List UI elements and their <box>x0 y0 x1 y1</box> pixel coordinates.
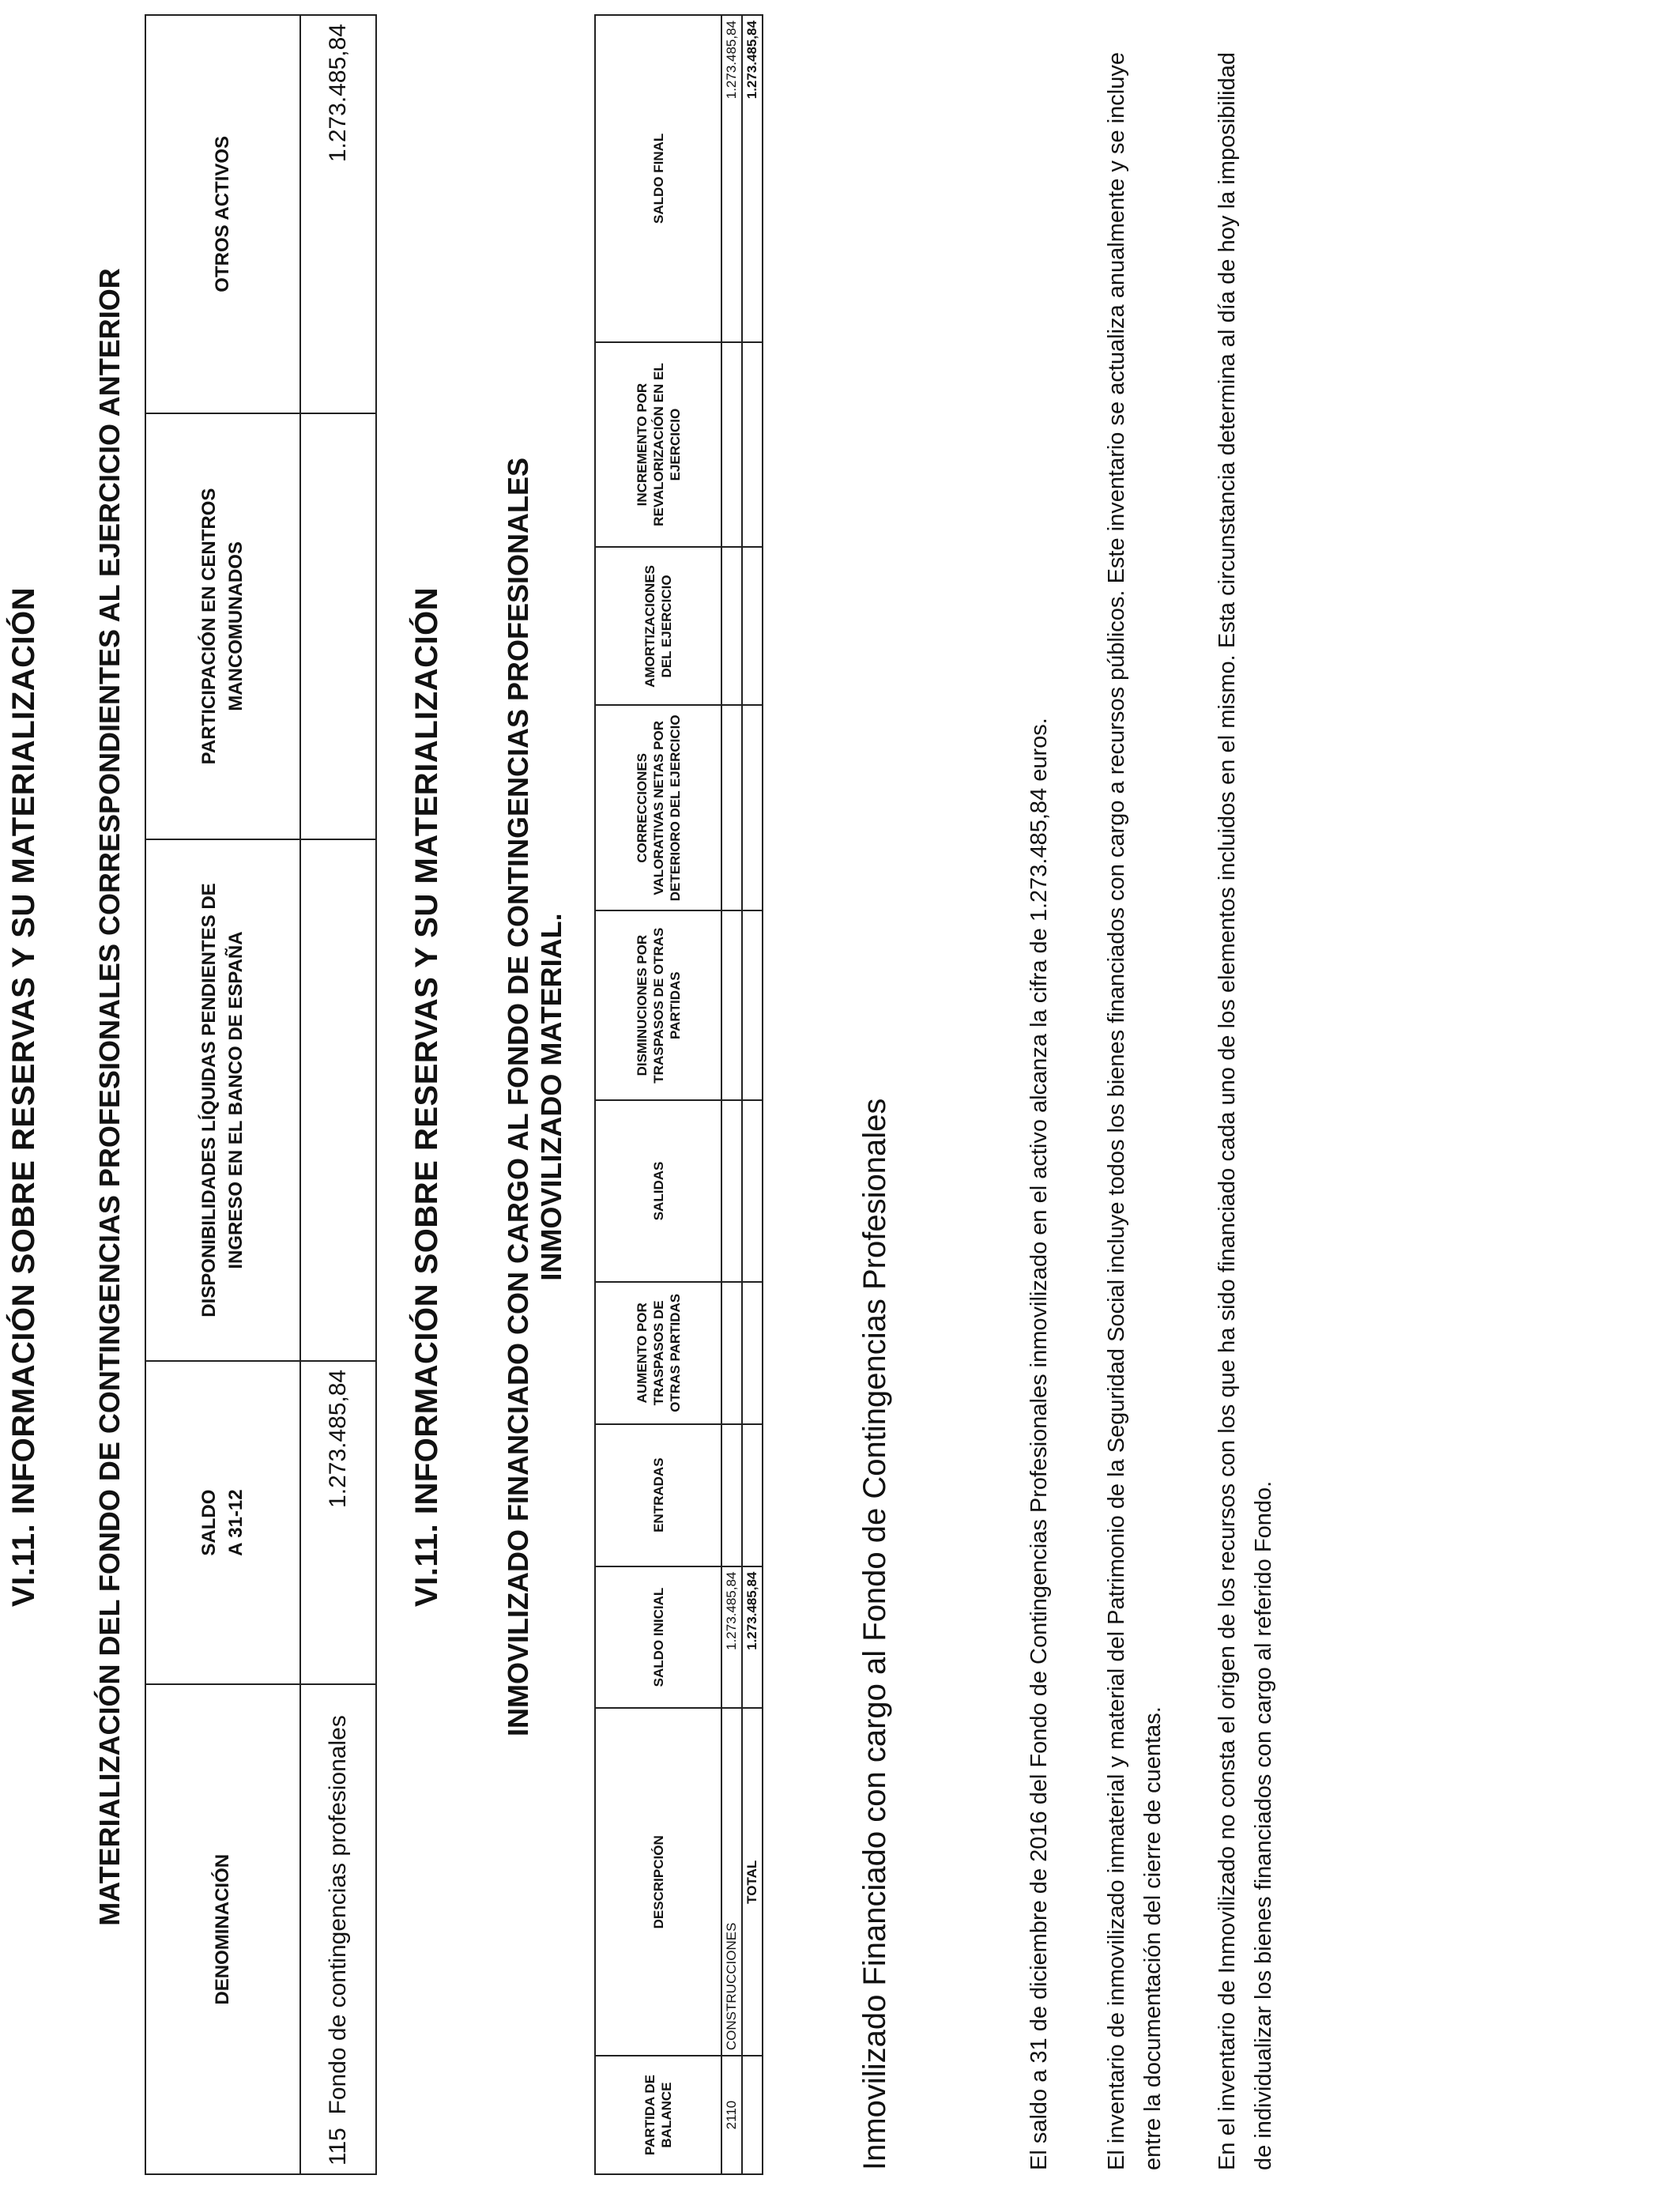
col-saldo-final: SALDO FINAL <box>595 15 721 342</box>
col-disponibilidades: DISPONIBILIDADES LÍQUIDAS PENDIENTES DE INGRESO EN EL BANCO DE ESPAÑA <box>145 839 300 1361</box>
subheading-2-line1: INMOVILIZADO FINANCIADO CON CARGO AL FONDO DE CONTINGENCIAS PROFESIONALES <box>502 457 534 1737</box>
total-label: TOTAL <box>742 1709 763 2056</box>
subheading-2-line2: INMOVILIZADO MATERIAL. <box>535 913 567 1281</box>
row-saldo-inicial: 1.273.485,84 <box>721 1566 742 1709</box>
paragraph-2: El inventario de inmovilizado inmaterial y material del Patrimonio de la Seguridad Social incluye todos los bienes financiados con cargo a recursos públicos. Este inventario se actualiza anualmente y se incluye entre la documentación del cierre de cuentas. <box>1104 52 1166 2170</box>
total-saldo-inicial: 1.273.485,84 <box>742 1566 763 1709</box>
row-otros: 1.273.485,84 <box>300 15 376 413</box>
col-saldo-line2: A 31-12 <box>225 1489 247 1556</box>
paragraph-3: En el inventario de Inmovilizado no consta el origen de los recursos con los que ha sido financiado cada uno de los elementos incluidos en el mismo. Esta circunstancia determina al día de hoy la imposibilidad de individualizar los bienes financiados con cargo al referido Fondo. <box>1215 52 1276 2170</box>
col-participacion: PARTICIPACIÓN EN CENTROS MANCOMUNADOS <box>145 413 300 840</box>
subheading-1: MATERIALIZACIÓN DEL FONDO DE CONTINGENCIAS PROFESIONALES CORRESPONDIENTES AL EJERCICIO ANTERIOR <box>93 268 126 1926</box>
inmovilizado-table-header <box>595 15 721 2174</box>
total-salidas <box>742 1100 763 1282</box>
total-saldo-final: 1.273.485,84 <box>742 15 763 342</box>
section-title: Inmovilizado Financiado con cargo al Fondo de Contingencias Profesionales <box>857 1098 892 2170</box>
row-amortizaciones <box>721 547 742 705</box>
row-incremento <box>721 342 742 548</box>
row-partida: 2110 <box>721 2056 742 2174</box>
total-blank <box>742 2056 763 2174</box>
total-row <box>742 15 763 2174</box>
row-denominacion <box>300 1685 376 2175</box>
row-descripcion: CONSTRUCCIONES <box>721 1709 742 2056</box>
row-code: 115 <box>325 2128 351 2166</box>
row-saldo: 1.273.485,84 <box>300 1361 376 1685</box>
row-name: Fondo de contingencias profesionales <box>325 1715 351 2115</box>
row-salidas <box>721 1100 742 1282</box>
row-correcciones <box>721 705 742 910</box>
col-saldo-line1: SALDO <box>198 1489 220 1556</box>
reserves-table <box>145 14 377 2175</box>
inmovilizado-table <box>594 14 763 2175</box>
table-row <box>721 15 742 2174</box>
col-correcciones: CORRECCIONES VALORATIVAS NETAS POR DETERIORO DEL EJERCICIO <box>595 705 721 910</box>
row-entradas <box>721 1424 742 1566</box>
page-heading-2: VI.11. INFORMACIÓN SOBRE RESERVAS Y SU MATERIALIZACIÓN <box>409 586 444 1608</box>
col-disminuciones: DISMINUCIONES POR TRASPASOS DE OTRAS PARTIDAS <box>595 910 721 1100</box>
col-partida: PARTIDA DE BALANCE <box>595 2056 721 2174</box>
row-participacion <box>300 413 376 840</box>
total-amortizaciones <box>742 547 763 705</box>
reserves-table-header <box>145 15 300 2174</box>
col-denominacion: DENOMINACIÓN <box>145 1685 300 2175</box>
col-saldo <box>145 1361 300 1685</box>
row-disponibilidades <box>300 839 376 1361</box>
col-entradas: ENTRADAS <box>595 1424 721 1566</box>
col-incremento: INCREMENTO POR REVALORIZACIÓN EN EL EJERCICIO <box>595 342 721 548</box>
row-aumento <box>721 1282 742 1424</box>
page-heading-1: VI.11. INFORMACIÓN SOBRE RESERVAS Y SU MATERIALIZACIÓN <box>6 586 41 1608</box>
row-disminuciones <box>721 910 742 1100</box>
total-entradas <box>742 1424 763 1566</box>
col-saldo-inicial: SALDO INICIAL <box>595 1566 721 1709</box>
table-row <box>300 15 376 2174</box>
total-disminuciones <box>742 910 763 1100</box>
col-amortizaciones: AMORTIZACIONES DEL EJERCICIO <box>595 547 721 705</box>
col-descripcion: DESCRIPCIÓN <box>595 1709 721 2056</box>
col-otros: OTROS ACTIVOS <box>145 15 300 413</box>
total-correcciones <box>742 705 763 910</box>
col-salidas: SALIDAS <box>595 1100 721 1282</box>
paragraph-1: El saldo a 31 de diciembre de 2016 del Fondo de Contingencias Profesionales inmovilizado en el activo alcanza la cifra de 1.273.485,84 euros. <box>1026 718 1052 2170</box>
row-saldo-final: 1.273.485,84 <box>721 15 742 342</box>
total-incremento <box>742 342 763 548</box>
total-aumento <box>742 1282 763 1424</box>
col-aumento: AUMENTO POR TRASPASOS DE OTRAS PARTIDAS <box>595 1282 721 1424</box>
